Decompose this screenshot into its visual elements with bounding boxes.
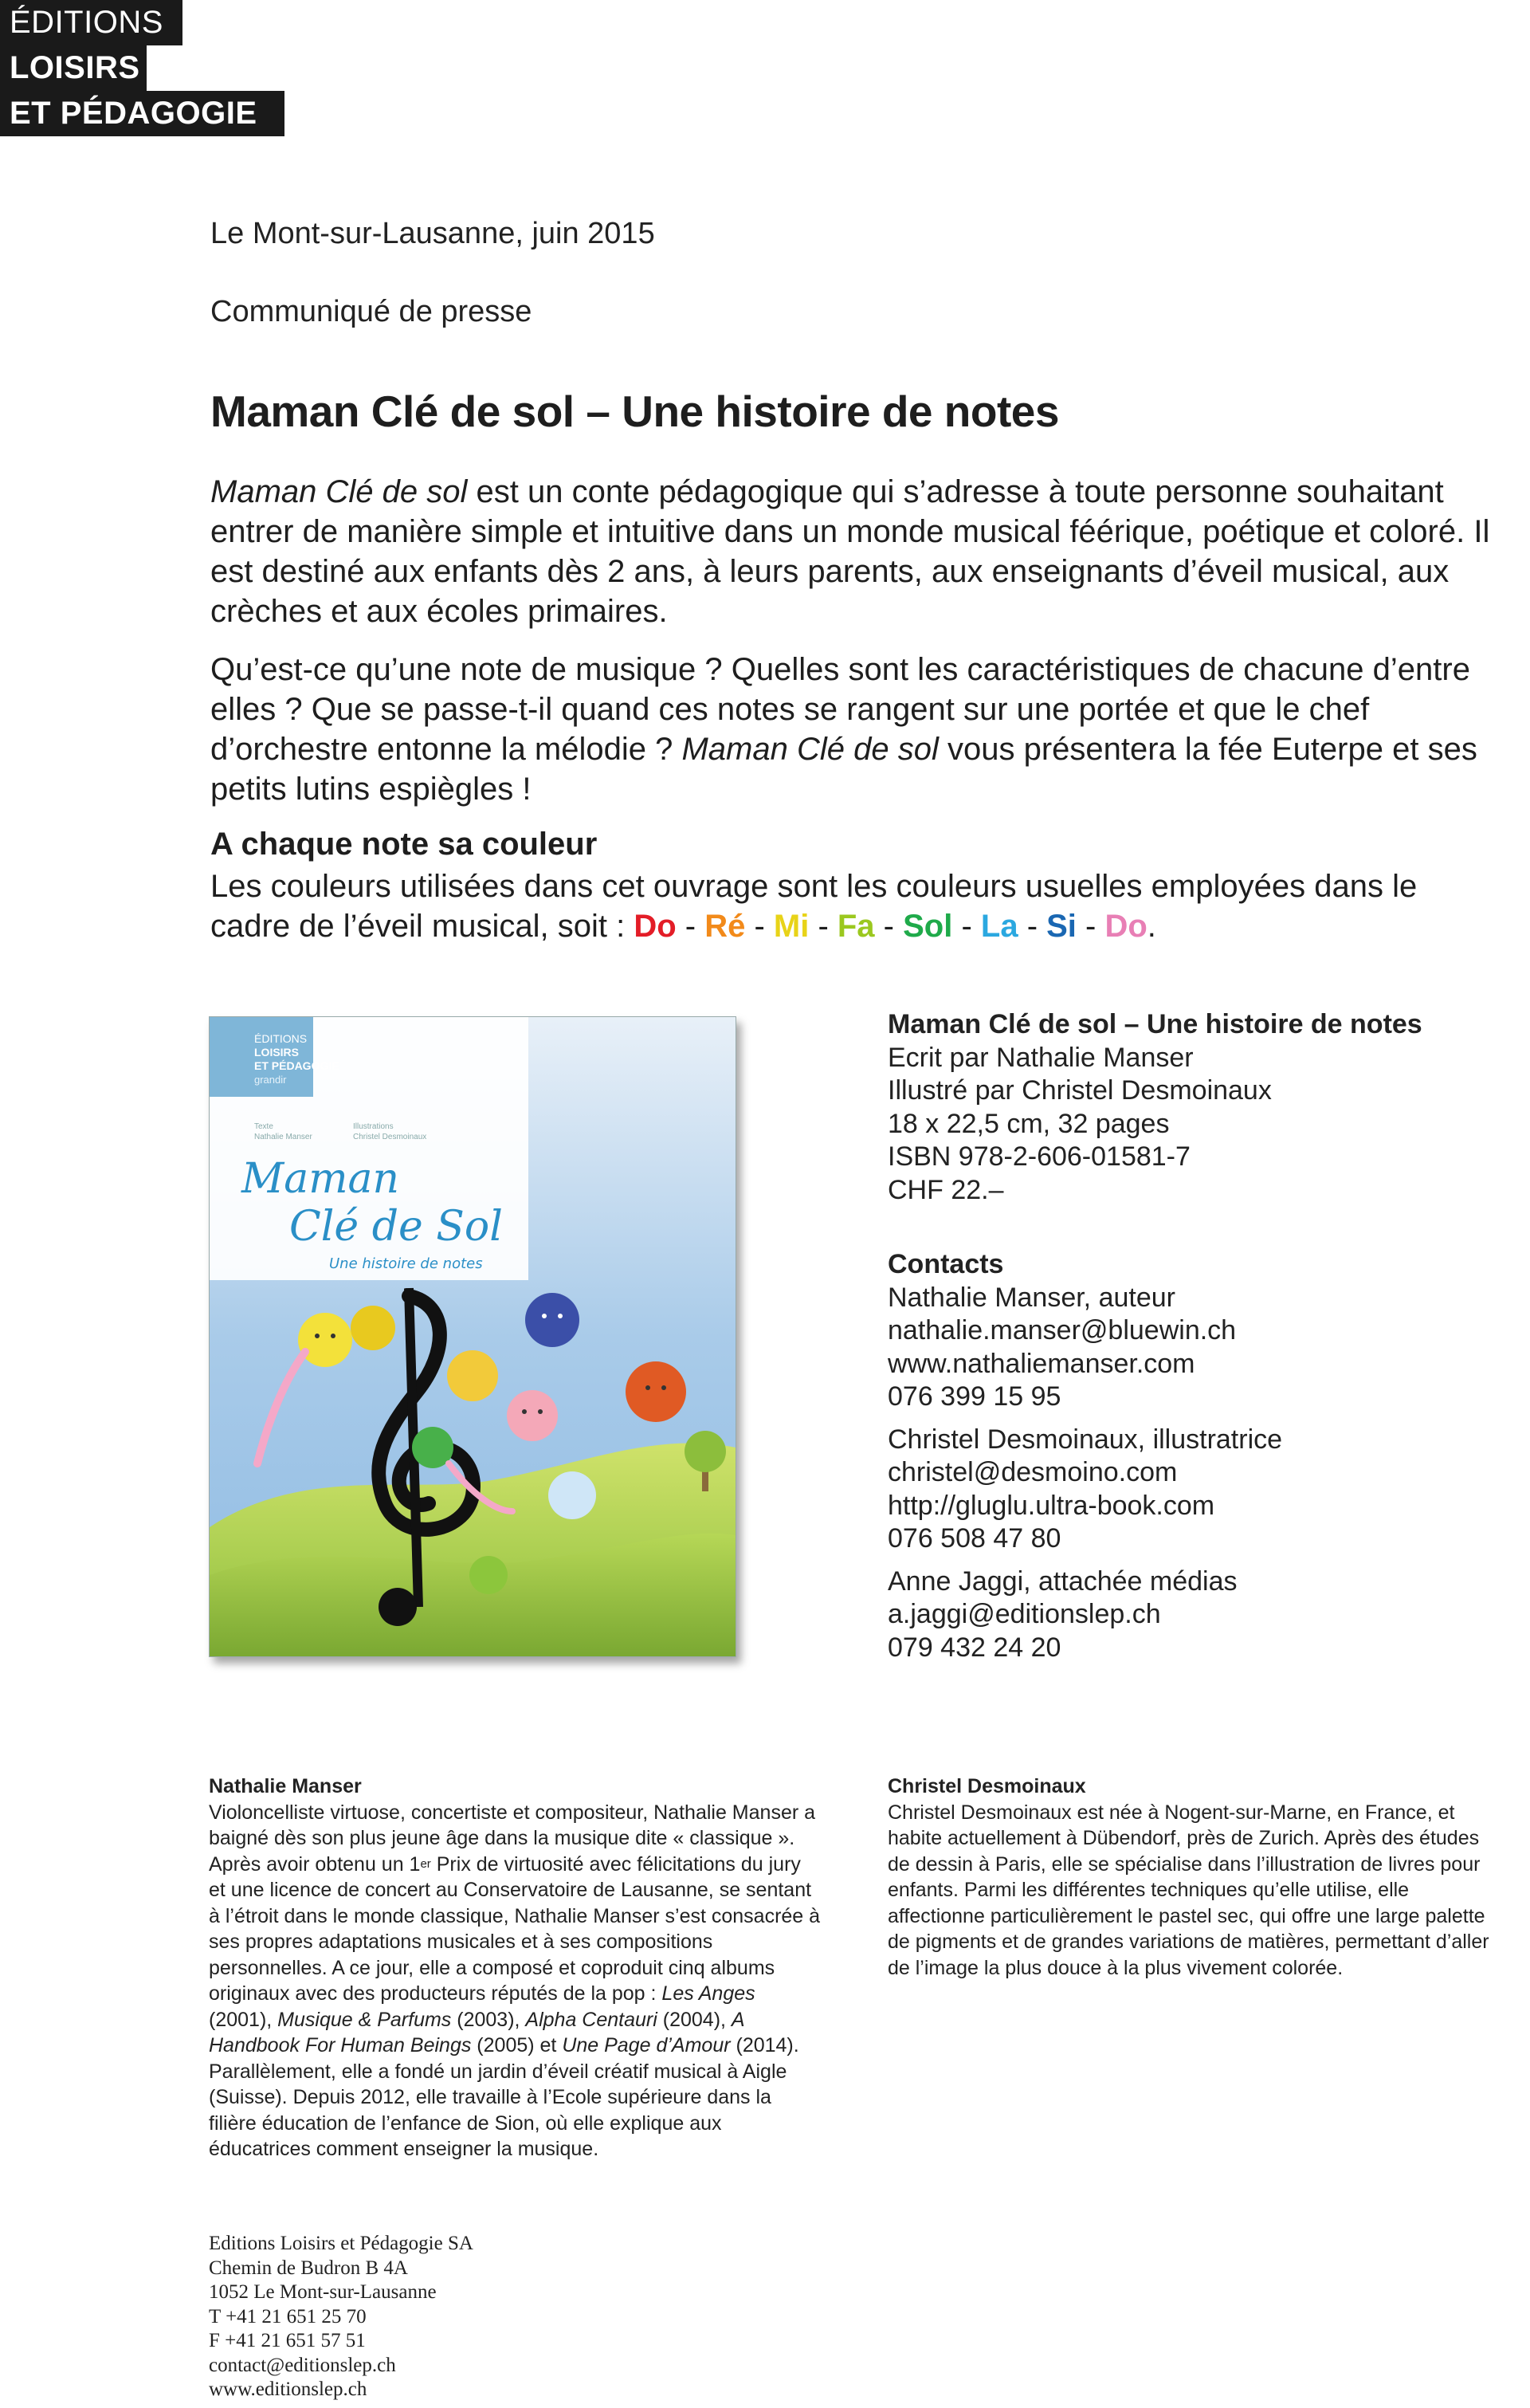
contact-email[interactable]: nathalie.manser@bluewin.ch (888, 1315, 1237, 1345)
cover-ill-author: Christel Desmoinaux (353, 1133, 427, 1141)
bio-text: Christel Desmoinaux est née à Nogent-sur-Marne, en France, et habite actuellement à Dübendorf, près de Zurich. Après des études de dessin à Paris, elle se spécialise dans l’illustration de livres pour enfants. Parmi les différentes techniques qu’elle utilise, elle affectionne particulièrement le pastel sec, qui offre une large palette de pigments et de grandes variations de matières, permettant d’aller de l’image la plus douce à la plus vivement colorée. (888, 1801, 1489, 1979)
note-sep: - (676, 909, 705, 944)
colors-heading: A chaque note sa couleur (210, 827, 598, 862)
bio-text-part: (2001), (209, 2008, 278, 2031)
cover-series: grandir (254, 1074, 287, 1086)
note-do-high: Do (1104, 909, 1148, 944)
bio-text-part: (2003), (451, 2008, 526, 2031)
page-title: Maman Clé de sol – Une histoire de notes (210, 387, 1059, 436)
bio-text (209, 1800, 822, 2162)
bio-superscript: er (420, 1856, 431, 1871)
spec-title: Maman Clé de sol – Une histoire de notes (888, 1009, 1422, 1039)
cover-text-author: Nathalie Manser (254, 1133, 312, 1141)
pink-note-character (507, 1390, 558, 1441)
publisher-address (209, 2232, 473, 2402)
note-re: Ré (704, 909, 746, 944)
bio-text-part: (2005) et (471, 2034, 563, 2056)
note-do: Do (634, 909, 677, 944)
publisher-logo (0, 0, 284, 136)
cover-publisher-1: ÉDITIONS (254, 1032, 308, 1045)
contact-illustrator (888, 1424, 1282, 1556)
note-si: Si (1046, 909, 1077, 944)
spec-format: 18 x 22,5 cm, 32 pages (888, 1108, 1170, 1139)
orange-note-character (447, 1350, 498, 1401)
intro-book-title: Maman Clé de sol (210, 474, 468, 509)
bio-text-part: (2014). Parallèlement, elle a fondé un jardin d’éveil créatif musical à Aigle (Suisse). Depuis 2012, elle travaille à l’Ecole supérieure dans la filière éducation de l’enfance de Sion, où elle explique aux éducatrices comment enseigner la musique. (209, 2034, 799, 2160)
cover-ill-label: Illustrations (353, 1122, 394, 1131)
contact-email[interactable]: a.jaggi@editionslep.ch (888, 1599, 1161, 1629)
book-specs (888, 1008, 1422, 1207)
footer-city: 1052 Le Mont-sur-Lausanne (209, 2281, 437, 2303)
note-sep: - (745, 909, 774, 944)
note-sep: - (1018, 909, 1047, 944)
logo-line-3: ET PÉDAGOGIE (0, 91, 284, 136)
footer-phone: T +41 21 651 25 70 (209, 2305, 367, 2327)
contacts-section (888, 1248, 1282, 1674)
footer-fax: F +41 21 651 57 51 (209, 2330, 366, 2351)
light-blue-note-character (548, 1471, 596, 1519)
note-sep: - (1076, 909, 1105, 944)
press-kind: Communiqué de presse (210, 295, 532, 328)
red-note-character (626, 1361, 686, 1422)
bio-christel-desmoinaux (888, 1774, 1501, 1981)
spec-isbn: ISBN 978-2-606-01581-7 (888, 1141, 1191, 1172)
note-mi: Mi (773, 909, 810, 944)
blue-note-character (525, 1293, 579, 1347)
logo-line-1: ÉDITIONS (0, 0, 182, 45)
bio-text-part: Prix de virtuosité avec félicitations du jury et une licence de concert au Conservatoire de Lausanne, se sentant à l’étroit dans le monde classique, Nathalie Manser s’est consacrée à ses propres adaptations musicales et à ses compositions personnelles. A ce jour, elle a composé et coproduit cinq albums originaux avec des producteurs réputés de la pop : (209, 1852, 821, 2005)
contacts-heading: Contacts (888, 1249, 1004, 1279)
press-date: Le Mont-sur-Lausanne, juin 2015 (210, 217, 655, 250)
cover-subtitle: Une histoire de notes (329, 1255, 483, 1272)
note-fa: Fa (837, 909, 875, 944)
intro-paragraph (210, 472, 1501, 631)
bio-nathalie-manser (209, 1774, 822, 2162)
questions-book-title: Maman Clé de sol (681, 732, 939, 767)
album-title: Musique & Parfums (277, 2008, 452, 2031)
cover-text-label: Texte (254, 1122, 273, 1131)
album-title: Les Anges (661, 1982, 755, 2005)
album-title: A Handbook For Human Beings (209, 2008, 744, 2056)
note-sep: - (874, 909, 904, 944)
footer-email[interactable]: contact@editionslep.ch (209, 2354, 396, 2376)
note-sep: - (952, 909, 981, 944)
footer-website[interactable]: www.editionslep.ch (209, 2379, 367, 2400)
contact-name: Nathalie Manser, auteur (888, 1282, 1175, 1313)
contact-phone: 076 508 47 80 (888, 1523, 1061, 1554)
colors-paragraph (210, 866, 1501, 946)
cover-title-2: Clé de Sol (289, 1203, 503, 1251)
note-sol: Sol (903, 909, 953, 944)
yellow-note-character (298, 1313, 352, 1367)
colors-end: . (1147, 909, 1156, 944)
album-title: Alpha Centauri (525, 2008, 657, 2031)
questions-text-end: vous présentera la fée Euterpe et ses petits lutins espiègles ! (210, 732, 1477, 807)
colors-text: Les couleurs utilisées dans cet ouvrage sont les couleurs usuelles employées dans le cadre de l’éveil musical, soit : (210, 869, 1418, 944)
contact-name: Christel Desmoinaux, illustratrice (888, 1424, 1283, 1455)
contact-website[interactable]: www.nathaliemanser.com (888, 1348, 1195, 1379)
footer-company: Editions Loisirs et Pédagogie SA (209, 2233, 473, 2254)
spec-price: CHF 22.– (888, 1174, 1004, 1205)
contact-media (888, 1565, 1282, 1665)
contact-phone: 079 432 24 20 (888, 1632, 1061, 1663)
spec-illustrator: Illustré par Christel Desmoinaux (888, 1075, 1272, 1106)
contact-website[interactable]: http://gluglu.ultra-book.com (888, 1490, 1215, 1521)
album-title: Une Page d’Amour (562, 2034, 731, 2056)
bio-name: Nathalie Manser (209, 1775, 362, 1797)
bio-text-part: Violoncelliste virtuose, concertiste et compositeur, Nathalie Manser a baigné dès son plus jeune âge dans la musique dite « classique ». Après avoir obtenu un 1 (209, 1801, 816, 1876)
note-sep: - (809, 909, 838, 944)
contact-email[interactable]: christel@desmoino.com (888, 1457, 1178, 1487)
contact-author (888, 1282, 1282, 1414)
bio-text-part: (2004), (657, 2008, 732, 2031)
book-cover-image (209, 1016, 736, 1657)
bio-name: Christel Desmoinaux (888, 1775, 1086, 1797)
cover-publisher-2: LOISIRS (254, 1046, 300, 1059)
cover-illustration (210, 1017, 736, 1656)
cover-publisher-3: ET PÉDAGOGIE (254, 1059, 339, 1072)
footer-street: Chemin de Budron B 4A (209, 2257, 408, 2279)
contact-name: Anne Jaggi, attachée médias (888, 1565, 1238, 1597)
contact-phone: 076 399 15 95 (888, 1381, 1061, 1412)
intro-text: est un conte pédagogique qui s’adresse à toute personne souhaitant entrer de manière simple et intuitive dans un monde musical féérique, poétique et coloré. Il est destiné aux enfants dès 2 ans, à leurs parents, aux enseignants d’éveil musical, aux crèches et aux écoles primaires. (210, 474, 1490, 629)
note-la: La (980, 909, 1018, 944)
questions-text: Qu’est-ce qu’une note de musique ? Quelles sont les caractéristiques de chacune d’entre elles ? Que se passe-t-il quand ces notes se rangent sur une portée et que le chef d’orchestre entonne la mélodie ? (210, 652, 1470, 767)
spec-author: Ecrit par Nathalie Manser (888, 1042, 1194, 1073)
logo-line-2: LOISIRS (0, 45, 147, 91)
questions-paragraph (210, 650, 1501, 809)
cover-title-1: Maman (241, 1155, 400, 1203)
